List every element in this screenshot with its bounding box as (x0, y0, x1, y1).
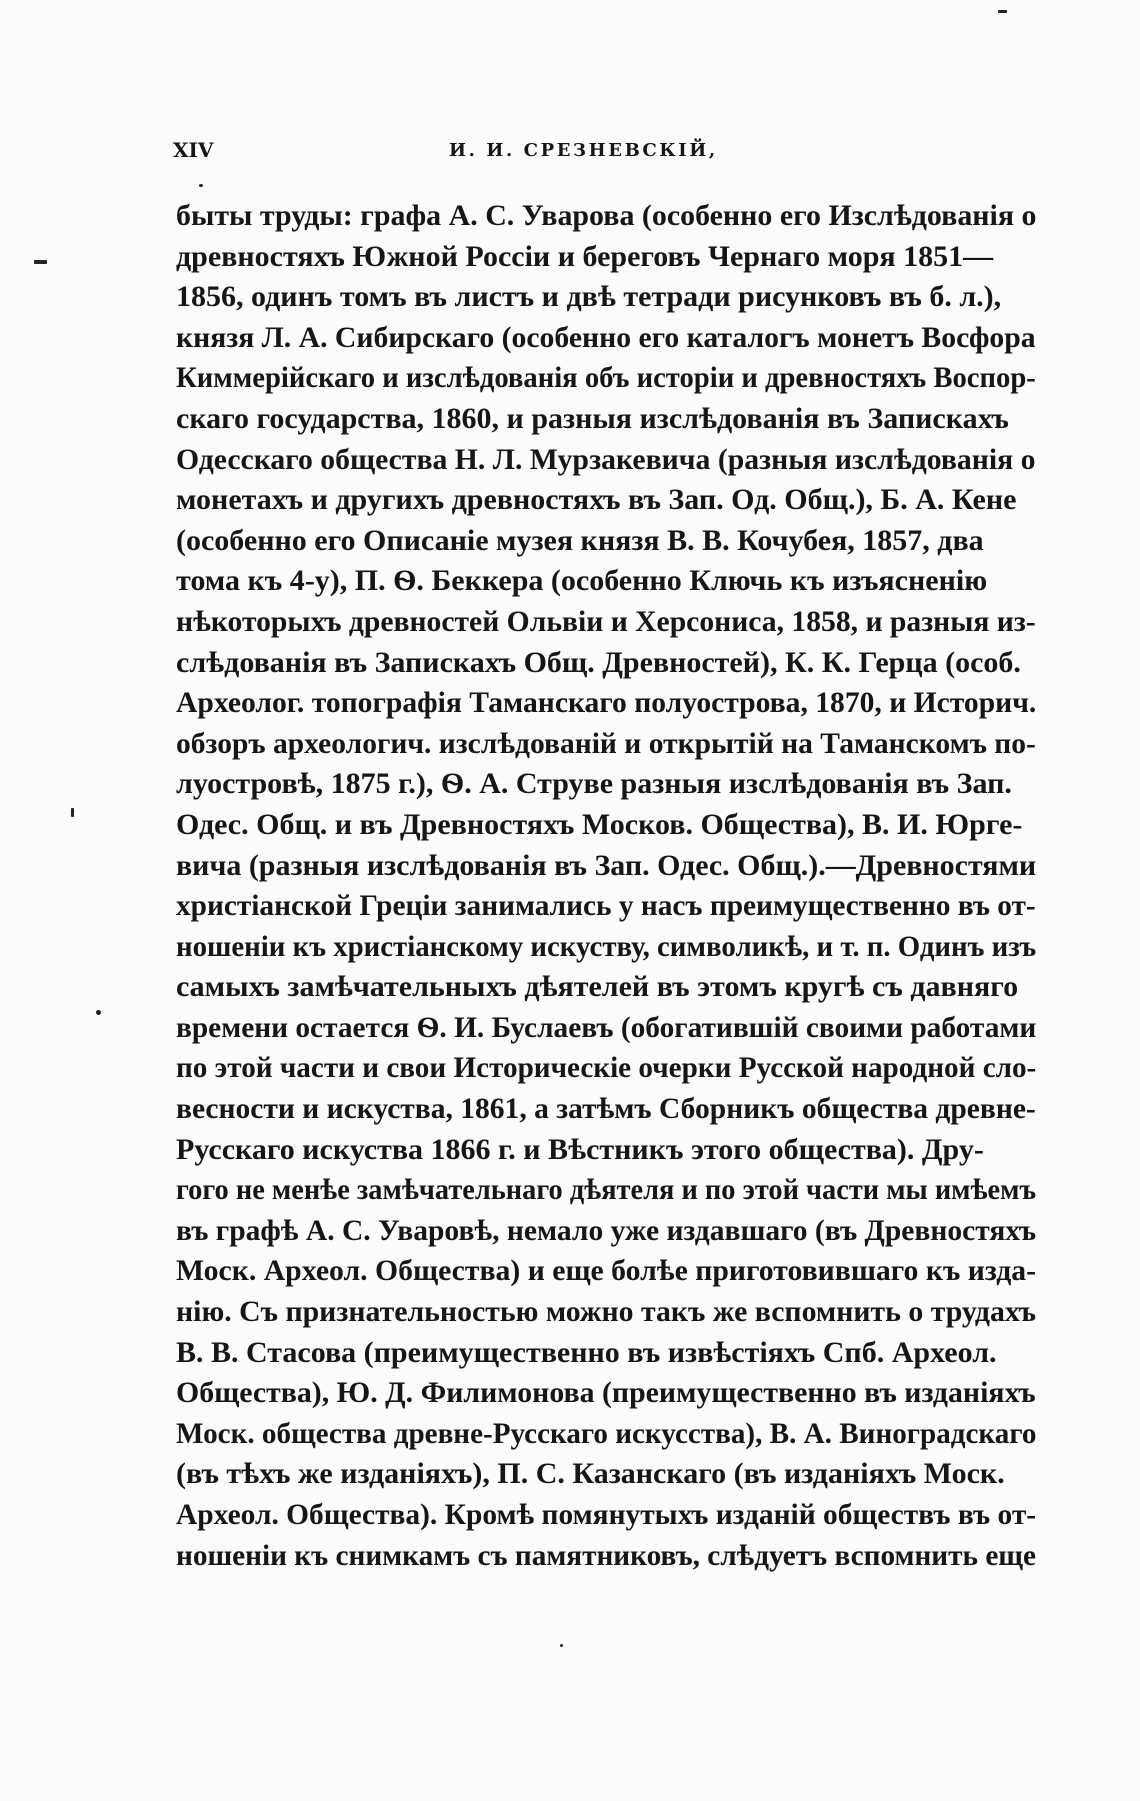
text-line: (особенно его Описаніе музея князя В. В. Кочубея, 1857, два (176, 523, 984, 557)
text-line: луостровѣ, 1875 г.), Ѳ. А. Струве разныя изслѣдованія въ Зап. (176, 767, 1012, 801)
text-line: Одес. Общ. и въ Древностяхъ Москов. Общества), В. И. Юрге- (176, 807, 1023, 841)
scan-speck (96, 1010, 101, 1015)
text-line: (въ тѣхъ же изданіяхъ), П. С. Казанскаго (въ изданіяхъ Моск. (176, 1457, 1005, 1491)
text-line: гого не менѣе замѣчательнаго дѣятеля и по этой части мы имѣемъ (176, 1173, 1037, 1207)
text-line: В. В. Стасова (преимущественно въ извѣстіяхъ Спб. Археол. (176, 1335, 997, 1369)
text-line: нѣкоторыхъ древностей Ольвіи и Херсониса, 1858, и разныя из- (176, 604, 1036, 638)
text-line: скаго государства, 1860, и разныя изслѣдованія въ Запискахъ (176, 401, 1009, 435)
text-line: въ графѣ А. С. Уваровѣ, немало уже издавшаго (въ Древностяхъ (176, 1213, 1037, 1247)
text-line: древностяхъ Южной Россіи и береговъ Чернаго моря 1851— (176, 239, 994, 273)
scan-speck (71, 808, 74, 817)
text-line: тома къ 4-у), П. Ѳ. Беккера (особенно Ключь къ изъясненію (176, 564, 988, 598)
text-line: князя Л. А. Сибирскаго (особенно его каталогъ монетъ Восфора (176, 320, 1036, 354)
text-line: времени остается Ѳ. И. Буслаевъ (обогатившій своими работами (176, 1010, 1037, 1044)
text-line: Археол. Общества). Кромѣ помянутыхъ изданій обществъ въ от- (176, 1498, 1037, 1531)
text-line: нію. Съ признательностью можно такъ же вспомнить о трудахъ (176, 1295, 1037, 1329)
text-line: Археолог. топографія Таманскаго полуострова, 1870, и Историч. (176, 686, 1037, 720)
text-line: Одесскаго общества Н. Л. Мурзакевича (разныя изслѣдованія о (176, 442, 1036, 476)
scan-speck (560, 1644, 563, 1647)
scan-speck (998, 10, 1007, 13)
page-header (173, 138, 898, 168)
running-head: И. И. СРЕЗНЕВСКІЙ, (449, 140, 718, 161)
text-line: по этой части и свои Историческіе очерки Русской народной сло- (176, 1051, 1037, 1085)
text-line: Моск. общества древне-Русскаго искусства), В. А. Виноградскаго (176, 1416, 1037, 1450)
text-line: ношеніи къ христіанскому искуству, символикѣ, и т. п. Одинъ изъ (176, 929, 1037, 963)
text-line: 1856, одинъ томъ въ листъ и двѣ тетради рисунковъ въ б. л.), (176, 280, 1002, 314)
text-line: Русскаго искуства 1866 г. и Вѣстникъ этого общества). Дру- (176, 1132, 984, 1166)
text-line: весности и искуства, 1861, а затѣмъ Сборникъ общества древне- (176, 1092, 1036, 1126)
body-text (176, 196, 1036, 1576)
text-line: Моск. Археол. Общества) и еще болѣе приготовившаго къ изда- (176, 1254, 1037, 1288)
text-line: Киммерійскаго и изслѣдованія объ исторіи и древностяхъ Воспор- (176, 361, 1036, 395)
scan-speck (34, 260, 47, 264)
text-line: быты труды: графа А. С. Уварова (особенно его Изслѣдованія о (176, 199, 1037, 232)
scan-speck (199, 184, 203, 187)
text-line: вича (разныя изслѣдованія въ Зап. Одес. Общ.).—Древностями (176, 848, 1037, 882)
text-line: христіанской Греціи занимались у насъ преимущественно въ от- (176, 889, 1036, 923)
text-line: обзоръ археологич. изслѣдованій и открытій на Таманскомъ по- (176, 726, 1036, 760)
text-line: Общества), Ю. Д. Филимонова (преимущественно въ изданіяхъ (176, 1376, 1036, 1410)
text-line: самыхъ замѣчательныхъ дѣятелей въ этомъ кругѣ съ давняго (176, 970, 1019, 1004)
text-line: слѣдованія въ Запискахъ Общ. Древностей), К. К. Герца (особ. (176, 645, 1021, 679)
text-line: ношеніи къ снимкамъ съ памятниковъ, слѣдуетъ вспомнить еще (176, 1538, 1036, 1572)
text-line: монетахъ и другихъ древностяхъ въ Зап. Од. Общ.), Б. А. Кене (176, 483, 1017, 517)
page-number: XIV (173, 138, 214, 162)
